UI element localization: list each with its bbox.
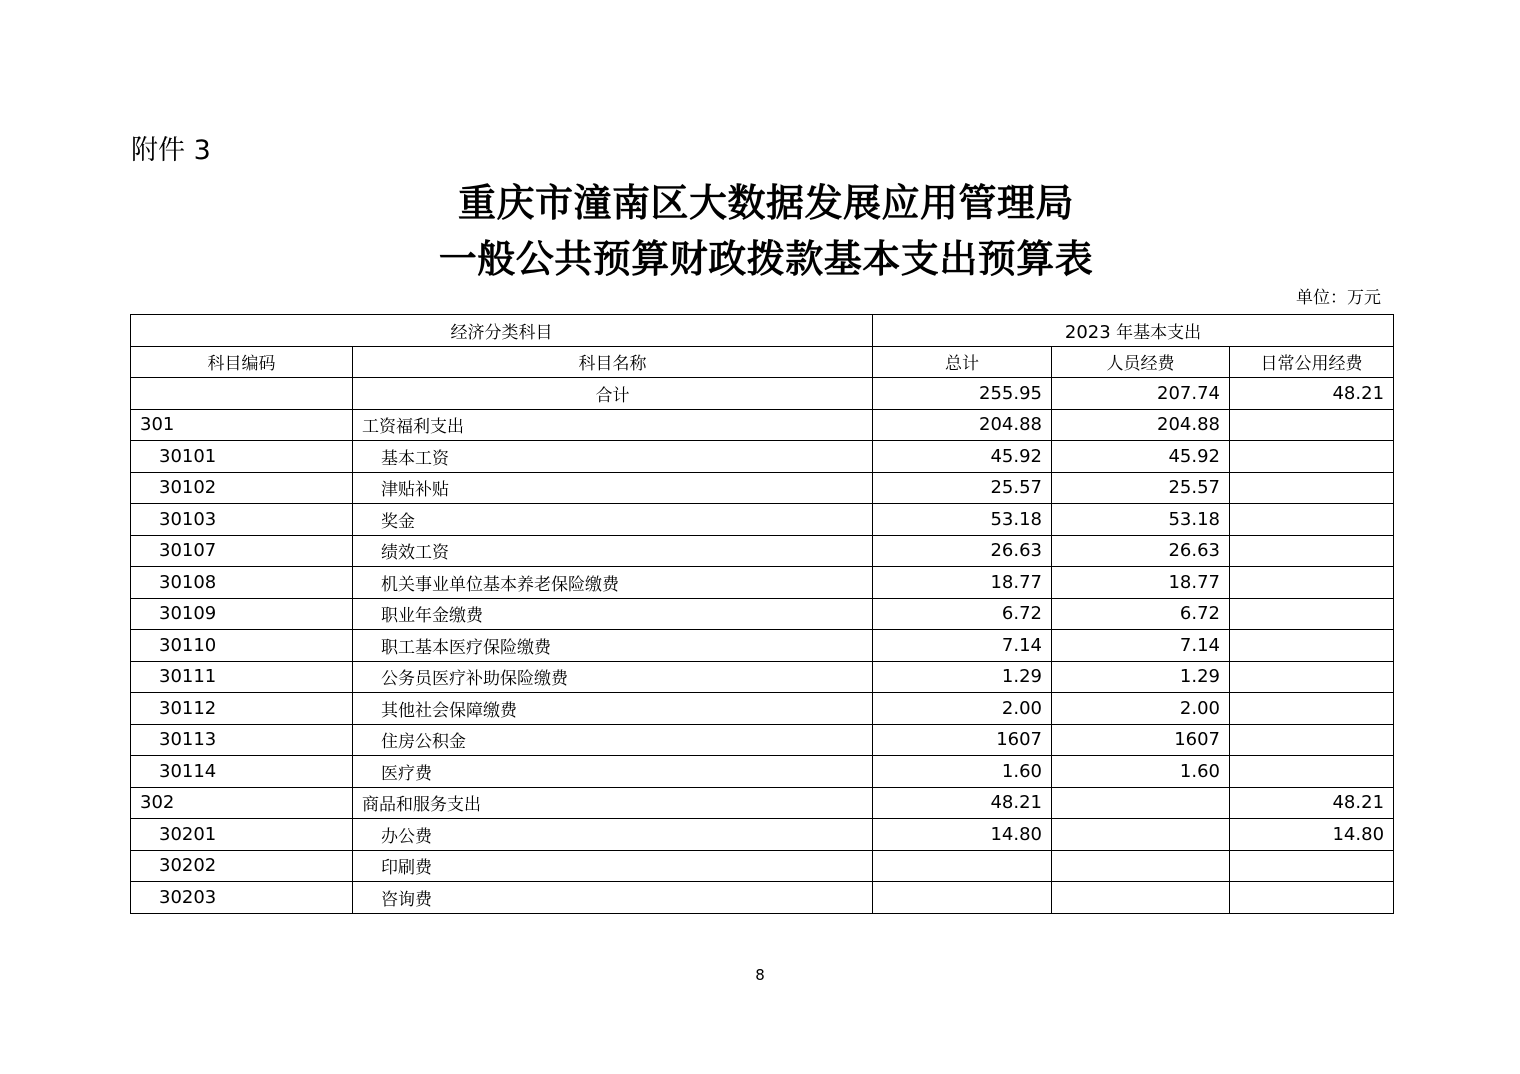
cell-personnel: 25.57 xyxy=(1052,472,1230,504)
cell-code: 30202 xyxy=(131,850,353,882)
cell-code: 30111 xyxy=(131,661,353,693)
cell-personnel: 7.14 xyxy=(1052,630,1230,662)
cell-name: 医疗费 xyxy=(353,756,873,788)
table-row xyxy=(131,693,1394,725)
cell-public: 48.21 xyxy=(1230,378,1394,410)
cell-name: 其他社会保障缴费 xyxy=(353,693,873,725)
cell-personnel: 53.18 xyxy=(1052,504,1230,536)
cell-code: 301 xyxy=(131,409,353,441)
cell-total: 7.14 xyxy=(873,630,1052,662)
cell-code: 30108 xyxy=(131,567,353,599)
cell-personnel: 45.92 xyxy=(1052,441,1230,473)
cell-name: 基本工资 xyxy=(353,441,873,473)
cell-public xyxy=(1230,630,1394,662)
cell-name: 公务员医疗补助保险缴费 xyxy=(353,661,873,693)
cell-total: 45.92 xyxy=(873,441,1052,473)
economic-classification-header: 经济分类科目 xyxy=(131,315,873,347)
unit-label: 单位：万元 xyxy=(1296,288,1381,308)
cell-personnel xyxy=(1052,882,1230,914)
cell-name: 合计 xyxy=(353,378,873,410)
document-title-line-2: 一般公共预算财政拨款基本支出预算表 xyxy=(438,236,1094,281)
cell-public: 48.21 xyxy=(1230,787,1394,819)
budget-table xyxy=(130,314,1394,914)
table-body xyxy=(131,378,1394,914)
cell-total: 53.18 xyxy=(873,504,1052,536)
table-row xyxy=(131,756,1394,788)
table-row xyxy=(131,661,1394,693)
cell-public xyxy=(1230,693,1394,725)
attachment-label: 附件 3 xyxy=(131,135,211,166)
cell-public xyxy=(1230,409,1394,441)
cell-public xyxy=(1230,850,1394,882)
cell-name: 津贴补贴 xyxy=(353,472,873,504)
table-row xyxy=(131,630,1394,662)
cell-public xyxy=(1230,661,1394,693)
cell-personnel: 1.60 xyxy=(1052,756,1230,788)
table-row xyxy=(131,535,1394,567)
table-row xyxy=(131,409,1394,441)
cell-public: 14.80 xyxy=(1230,819,1394,851)
cell-name: 工资福利支出 xyxy=(353,409,873,441)
table-row xyxy=(131,378,1394,410)
cell-name: 绩效工资 xyxy=(353,535,873,567)
cell-public xyxy=(1230,567,1394,599)
cell-code: 30203 xyxy=(131,882,353,914)
cell-code: 30114 xyxy=(131,756,353,788)
table-row xyxy=(131,472,1394,504)
cell-public xyxy=(1230,756,1394,788)
cell-total xyxy=(873,882,1052,914)
table-row xyxy=(131,787,1394,819)
cell-code: 30103 xyxy=(131,504,353,536)
cell-public xyxy=(1230,598,1394,630)
cell-total: 2.00 xyxy=(873,693,1052,725)
cell-public xyxy=(1230,724,1394,756)
cell-name: 住房公积金 xyxy=(353,724,873,756)
cell-total xyxy=(873,850,1052,882)
cell-code: 30112 xyxy=(131,693,353,725)
document-title-line-1: 重庆市潼南区大数据发展应用管理局 xyxy=(457,180,1074,225)
cell-name: 机关事业单位基本养老保险缴费 xyxy=(353,567,873,599)
cell-code: 30101 xyxy=(131,441,353,473)
cell-total: 1607 xyxy=(873,724,1052,756)
cell-total: 48.21 xyxy=(873,787,1052,819)
cell-total: 14.80 xyxy=(873,819,1052,851)
table-row xyxy=(131,567,1394,599)
column-header-row xyxy=(131,346,1394,378)
cell-total: 255.95 xyxy=(873,378,1052,410)
cell-name: 职业年金缴费 xyxy=(353,598,873,630)
cell-personnel xyxy=(1052,787,1230,819)
cell-personnel: 6.72 xyxy=(1052,598,1230,630)
cell-code: 30113 xyxy=(131,724,353,756)
cell-code xyxy=(131,378,353,410)
cell-total: 1.29 xyxy=(873,661,1052,693)
cell-code: 30102 xyxy=(131,472,353,504)
cell-name: 咨询费 xyxy=(353,882,873,914)
cell-personnel: 207.74 xyxy=(1052,378,1230,410)
column-header-total: 总计 xyxy=(873,346,1052,378)
cell-total: 25.57 xyxy=(873,472,1052,504)
cell-code: 30107 xyxy=(131,535,353,567)
cell-name: 职工基本医疗保险缴费 xyxy=(353,630,873,662)
table-row xyxy=(131,441,1394,473)
cell-public xyxy=(1230,441,1394,473)
table-row xyxy=(131,850,1394,882)
table-row xyxy=(131,598,1394,630)
cell-personnel: 2.00 xyxy=(1052,693,1230,725)
basic-expenditure-label: 年基本支出 xyxy=(1110,322,1202,343)
table-row xyxy=(131,882,1394,914)
cell-code: 30201 xyxy=(131,819,353,851)
cell-personnel xyxy=(1052,819,1230,851)
basic-expenditure-header xyxy=(873,315,1394,347)
cell-name: 商品和服务支出 xyxy=(353,787,873,819)
cell-code: 30110 xyxy=(131,630,353,662)
cell-personnel: 1.29 xyxy=(1052,661,1230,693)
group-header-row xyxy=(131,315,1394,347)
cell-total: 6.72 xyxy=(873,598,1052,630)
cell-personnel: 204.88 xyxy=(1052,409,1230,441)
table-row xyxy=(131,724,1394,756)
cell-name: 奖金 xyxy=(353,504,873,536)
table-row xyxy=(131,504,1394,536)
cell-public xyxy=(1230,535,1394,567)
column-header-public: 日常公用经费 xyxy=(1230,346,1394,378)
table-row xyxy=(131,819,1394,851)
cell-total: 204.88 xyxy=(873,409,1052,441)
cell-personnel: 26.63 xyxy=(1052,535,1230,567)
cell-personnel: 1607 xyxy=(1052,724,1230,756)
cell-total: 26.63 xyxy=(873,535,1052,567)
column-header-personnel: 人员经费 xyxy=(1052,346,1230,378)
cell-code: 302 xyxy=(131,787,353,819)
cell-name: 印刷费 xyxy=(353,850,873,882)
cell-public xyxy=(1230,472,1394,504)
year-label: 2023 xyxy=(1064,321,1111,343)
cell-total: 18.77 xyxy=(873,567,1052,599)
cell-public xyxy=(1230,882,1394,914)
column-header-name: 科目名称 xyxy=(353,346,873,378)
column-header-code: 科目编码 xyxy=(131,346,353,378)
cell-personnel xyxy=(1052,850,1230,882)
page-number: 8 xyxy=(755,966,765,984)
cell-total: 1.60 xyxy=(873,756,1052,788)
cell-name: 办公费 xyxy=(353,819,873,851)
cell-code: 30109 xyxy=(131,598,353,630)
cell-public xyxy=(1230,504,1394,536)
cell-personnel: 18.77 xyxy=(1052,567,1230,599)
